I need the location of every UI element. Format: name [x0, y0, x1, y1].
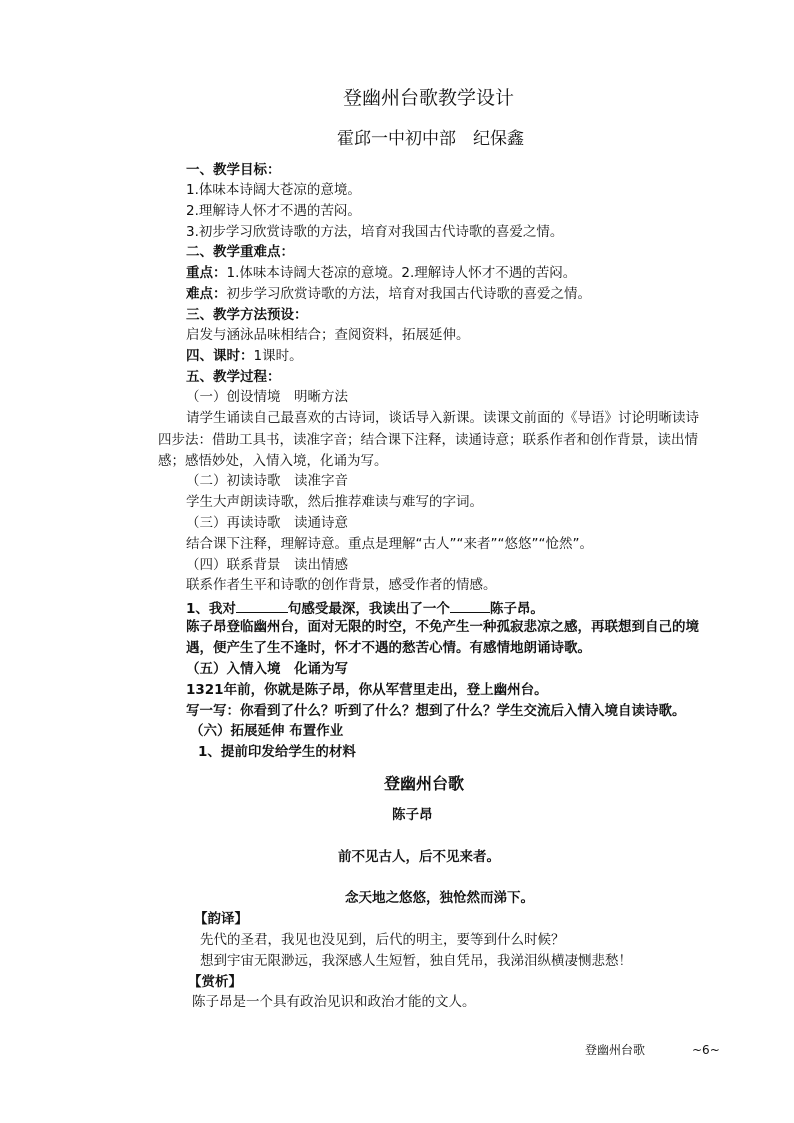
step-2-title: （二）初读诗歌 读准字音 [186, 473, 348, 489]
poem-line-2: 念天地之悠悠，独怆然而涕下。 [345, 890, 534, 906]
appreciation-label: 【赏析】 [188, 974, 242, 990]
objective-1: 1.体味本诗阔大苍凉的意境。 [186, 182, 361, 198]
step-6-item: 1、提前印发给学生的材料 [198, 744, 356, 760]
section-5-heading: 五、教学过程： [186, 369, 281, 385]
section-4-text: 1课时。 [253, 348, 303, 364]
step-4-text: 联系作者生平和诗歌的创作背景，感受作者的情感。 [186, 577, 497, 593]
section-4-label: 四、课时： [186, 348, 254, 364]
page-number: ~6~ [692, 1043, 720, 1057]
step-1-line-3: 感；感悟妙处，入情入境，化诵为写。 [158, 453, 388, 469]
method-text: 启发与涵泳品味相结合；查阅资料，拓展延伸。 [186, 327, 470, 343]
section-3-heading: 三、教学方法预设： [186, 307, 308, 323]
key-point-label: 重点： [186, 265, 227, 281]
key-point-text: 1.体味本诗阔大苍凉的意境。2.理解诗人怀才不遇的苦闷。 [226, 265, 577, 281]
section-4-line [186, 347, 303, 365]
step-5-title: （五）入情入境 化诵为写 [186, 661, 348, 677]
objective-3: 3.初步学习欣赏诗歌的方法，培育对我国古代诗歌的喜爱之情。 [186, 224, 564, 240]
difficult-point-text: 初步学习欣赏诗歌的方法，培育对我国古代诗歌的喜爱之情。 [226, 286, 591, 302]
step-1-line-1: 请学生诵读自己最喜欢的古诗词，谈话导入新课。读课文前面的《导语》讨论明晰读诗 [186, 410, 699, 426]
fill-blank-2 [450, 598, 490, 613]
difficult-point-line [186, 285, 591, 303]
step-5-line-2: 写一写：你看到了什么？听到了什么？想到了什么？学生交流后入情入境自读诗歌。 [186, 703, 686, 719]
fill-part-a: 1、我对 [186, 601, 236, 617]
fill-in-sentence [186, 598, 544, 618]
document-title: 登幽州台歌教学设计 [343, 87, 515, 109]
difficult-point-label: 难点： [186, 286, 227, 302]
step-3-title: （三）再读诗歌 读通诗意 [186, 515, 348, 531]
step-4-title: （四）联系背景 读出情感 [186, 557, 348, 573]
analysis-line-2: 遇，便产生了生不逢时，怀才不遇的愁苦心情。有感情地朗诵诗歌。 [186, 640, 591, 656]
translation-label: 【韵译】 [194, 911, 248, 927]
analysis-line-1: 陈子昂登临幽州台，面对无限的时空，不免产生一种孤寂悲凉之感，再联想到自己的境 [186, 619, 699, 635]
step-2-text: 学生大声朗读诗歌，然后推荐难读与难写的字词。 [186, 494, 483, 510]
section-1-heading: 一、教学目标： [186, 162, 281, 178]
section-2-heading: 二、教学重难点： [186, 244, 294, 260]
fill-blank-1 [236, 598, 288, 613]
poem-line-1: 前不见古人，后不见来者。 [338, 849, 500, 865]
step-3-text: 结合课下注释，理解诗意。重点是理解“古人”“来者”“悠悠”“怆然”。 [186, 536, 593, 552]
translation-line-2: 想到宇宙无限渺远，我深感人生短暂，独自凭吊，我涕泪纵横凄恻悲愁！ [200, 953, 632, 969]
step-1-title: （一）创设情境 明晰方法 [186, 389, 348, 405]
step-1-line-2: 四步法：借助工具书，读准字音；结合课下注释，读通诗意；联系作者和创作背景，读出情 [158, 432, 698, 448]
author-line: 霍邱一中初中部 纪保鑫 [337, 129, 524, 149]
poem-author: 陈子昂 [392, 807, 433, 823]
poem-title: 登幽州台歌 [384, 774, 465, 793]
footer-title: 登幽州台歌 [585, 1043, 646, 1057]
fill-part-c: 陈子昂。 [489, 601, 544, 617]
step-5-line-1: 1321年前，你就是陈子昂，你从军营里走出，登上幽州台。 [186, 682, 548, 698]
fill-part-b: 句感受最深，我读出了一个 [287, 601, 450, 617]
key-point-line [186, 264, 576, 282]
step-6-title: （六）拓展延伸 布置作业 [190, 723, 344, 739]
translation-line-1: 先代的圣君，我见也没见到，后代的明主，要等到什么时候？ [200, 932, 565, 948]
objective-2: 2.理解诗人怀才不遇的苦闷。 [186, 203, 361, 219]
appreciation-text: 陈子昂是一个具有政治见识和政治才能的文人。 [192, 994, 476, 1010]
